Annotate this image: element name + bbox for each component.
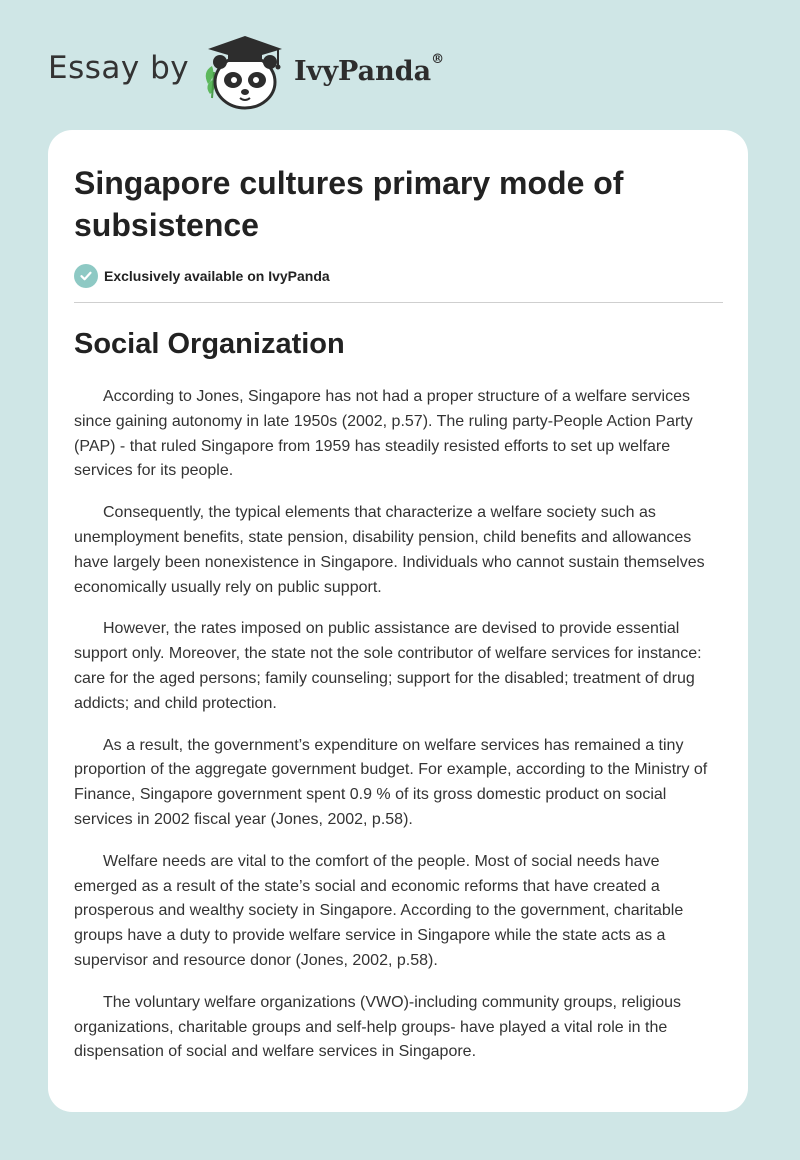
badge-label: Exclusively available on IvyPanda — [104, 268, 330, 284]
divider — [74, 302, 723, 303]
essay-by-label: Essay by — [48, 50, 190, 86]
paragraph: Consequently, the typical elements that characterize a welfare society such as unemployment benefits, state pension, disability pension, child benefits and allowances have largely been nonexistence in Singapore. Individuals who cannot sustain themselves economically usually rely on public support. — [74, 504, 705, 596]
paragraph: As a result, the government’s expenditure on welfare services has remained a tiny proportion of the aggregate government budget. For example, according to the Ministry of Finance, Singapore government spent 0.9 % of its gross domestic product on social services in 2002 fiscal year (Jones, 2002, p.58). — [74, 736, 708, 828]
site-header — [48, 32, 508, 112]
page-title: Singapore cultures primary mode of subsistence — [74, 165, 624, 243]
exclusive-badge — [74, 263, 330, 289]
brand-name[interactable]: IvyPanda® — [294, 52, 445, 87]
paragraph: However, the rates imposed on public assistance are devised to provide essential support only. Moreover, the state not the sole contributor of welfare services for instance: care for the aged persons; family counseling; support for the disabled; treatment of drug addicts; and child protection. — [74, 620, 702, 712]
paragraph: According to Jones, Singapore has not had a proper structure of a welfare services since gaining autonomy in late 1950s (2002, p.57). The ruling party-People Action Party (PAP) - that ruled Singapore from 1959 has steadily resisted efforts to set up welfare services for its people. — [74, 388, 693, 480]
paragraph: Welfare needs are vital to the comfort of the people. Most of social needs have emerged as a result of the state’s social and economic reforms that have created a prosperous and wealthy society in Singapore. According to the government, charitable groups have a duty to provide welfare service in Singapore while the state acts as a supervisor and resource donor (Jones, 2002, p.58). — [74, 852, 684, 969]
panda-graduate-icon — [200, 32, 290, 112]
article-body — [74, 385, 724, 1082]
paragraph: The voluntary welfare organizations (VWO)-including community groups, religious organizations, charitable groups and self-help groups- have played a vital role in the dispensation of social and welfare services in Singapore. — [74, 993, 682, 1061]
section-title: Social Organization — [74, 328, 345, 360]
article-card — [48, 130, 748, 1112]
check-circle-icon — [74, 264, 98, 288]
